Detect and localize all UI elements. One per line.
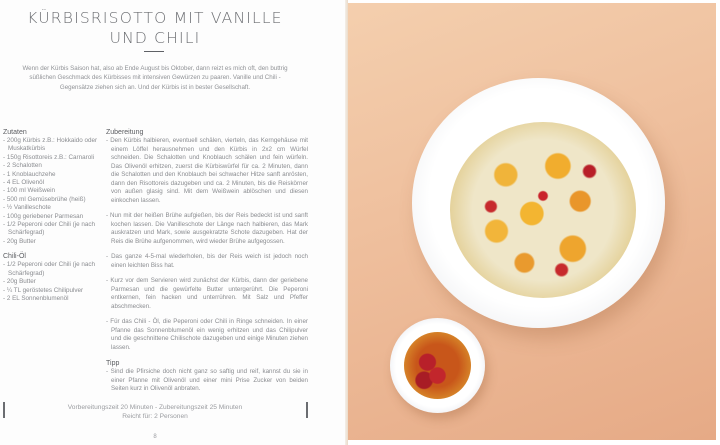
chili-oil-list <box>3 261 103 303</box>
page-number: 8 <box>153 434 157 440</box>
ingredients-list <box>3 137 103 246</box>
ingredient-item: - ½ Vanilleschote <box>3 204 51 212</box>
recipe-title <box>20 8 290 48</box>
footer-bar-left <box>3 402 5 418</box>
ingredients-column <box>3 128 103 303</box>
ingredient-item: - 2 EL Sonnenblumenöl <box>3 294 69 302</box>
preparation-step: - Das ganze 4-5-mal wiederholen, bis der Reis weich ist jedoch noch einen leichten Biss hat. <box>106 253 308 269</box>
recipe-footer <box>20 403 290 421</box>
chili-oil <box>404 332 471 399</box>
risotto-plate <box>412 78 665 328</box>
tip-text: - Sind die Pfirsiche doch nicht ganz so saftig und reif, kannst du sie in einer Pfanne mit Olivenöl und einer mini Prise Zucker von beiden Seiten kurz in Olivenöl anbraten. <box>106 368 308 392</box>
title-line-2: UND CHILI <box>109 29 201 47</box>
prep-times: Vorbereitungszeit 20 Minuten - Zubereitungszeit 25 Minuten <box>67 404 243 411</box>
ingredient-item: - ¼ TL geröstetes Chilipulver <box>3 286 84 294</box>
ingredient-item: - 20g Butter <box>3 278 36 286</box>
ingredient-item: - 200g Kürbis z.B.: Hokkaido oder Muskatkürbis <box>3 137 98 153</box>
title-divider <box>144 51 164 52</box>
ingredient-item: - 1/2 Peperoni oder Chili (je nach Schärfegrad) <box>3 221 96 237</box>
ingredient-item: - 100g geriebener Parmesan <box>3 212 84 220</box>
tip-heading: Tipp <box>106 360 120 367</box>
servings: Reicht für: 2 Personen <box>122 413 188 420</box>
ingredient-item: - 500 ml Gemüsebrühe (heiß) <box>3 195 86 203</box>
ingredient-item: - 4 EL Olivenöl <box>3 179 45 187</box>
ingredient-item: - 20g Butter <box>3 237 36 245</box>
title-line-1: KÜRBISRISOTTO MIT VANILLE <box>27 9 283 27</box>
chili-oil-bowl <box>390 318 485 413</box>
chili-oil-heading: Chili-Öl <box>3 253 26 261</box>
preparation-heading: Zubereitung <box>106 129 144 136</box>
footer-bar-right <box>306 402 308 418</box>
preparation-step: - Nun mit der heißen Brühe aufgießen, bis der Reis bedeckt ist und sanft kochen lassen. Die Vanilleschote der Länge nach halbieren, das Mark auskratzen und Mark, sowie ausgekratzte Schote dazugeben. Hat der Reis die Brühe aufgenommen, wird wieder Brühe aufgegossen. <box>106 212 308 245</box>
ingredient-item: - 1/2 Peperoni oder Chili (je nach Schärfegrad) <box>3 261 96 277</box>
ingredient-item: - 100 ml Weißwein <box>3 187 56 195</box>
preparation-step: - Für das Chili - Öl, die Peperoni oder Chili in Ringe schneiden. In einer Pfanne das Sonnenblumenöl ein wenig erhitzen und das Chilipulver und die geschnittene Chilischote dazugeben und einige Minuten ziehen lassen. <box>106 318 308 351</box>
recipe-intro: Wenn der Kürbis Saison hat, also ab Ende August bis Oktober, dann reizt es mich oft, den buttrig süßlichen Geschmack des Kürbisses mit intensiven Gewürzen zu paaren. Vanille und Chili - Gegensätze ziehen sich an. Und der Kürbis ist in bester Gesellschaft. <box>22 65 288 91</box>
food-photo <box>348 3 716 440</box>
ingredient-item: - 1 Knoblauchzehe <box>3 170 56 178</box>
ingredient-item: - 150g Risottoreis z.B.: Carnaroli <box>3 153 94 161</box>
preparation-step: - Den Kürbis halbieren, eventuell schälen, vierteln, das Kerngehäuse mit einem Löffel herausnehmen und den Kürbis in 2x2 cm Würfel schneiden. Die Schalotten und Knoblauch schälen und fein würfeln. Das Olivenöl erhitzen, zuerst die Kürbiswürfel für ca. 2 Minuten, dann die Schalotten und den Knoblauch bei schwacher Hitze sanft anrösten, dann den Risottoreis dazugeben und ca. 2 Minuten, bis die Reiskörner von außen glasig sind. Mit dem Weißwein ablöschen und diesen einkochen lassen. <box>106 137 308 204</box>
ingredient-item: - 2 Schalotten <box>3 162 42 170</box>
recipe-page <box>0 0 345 445</box>
ingredients-heading: Zutaten <box>3 129 27 136</box>
risotto <box>450 122 636 298</box>
preparation-step: - Kurz vor dem Servieren wird zunächst der Kürbis, dann der geriebene Parmesan und die gewürfelte Butter untergerührt. Die Peperoni entkernen, fein hacken und unterrühren. Mit Salz und Pfeffer abschmecken. <box>106 277 308 310</box>
preparation-column <box>106 128 308 401</box>
